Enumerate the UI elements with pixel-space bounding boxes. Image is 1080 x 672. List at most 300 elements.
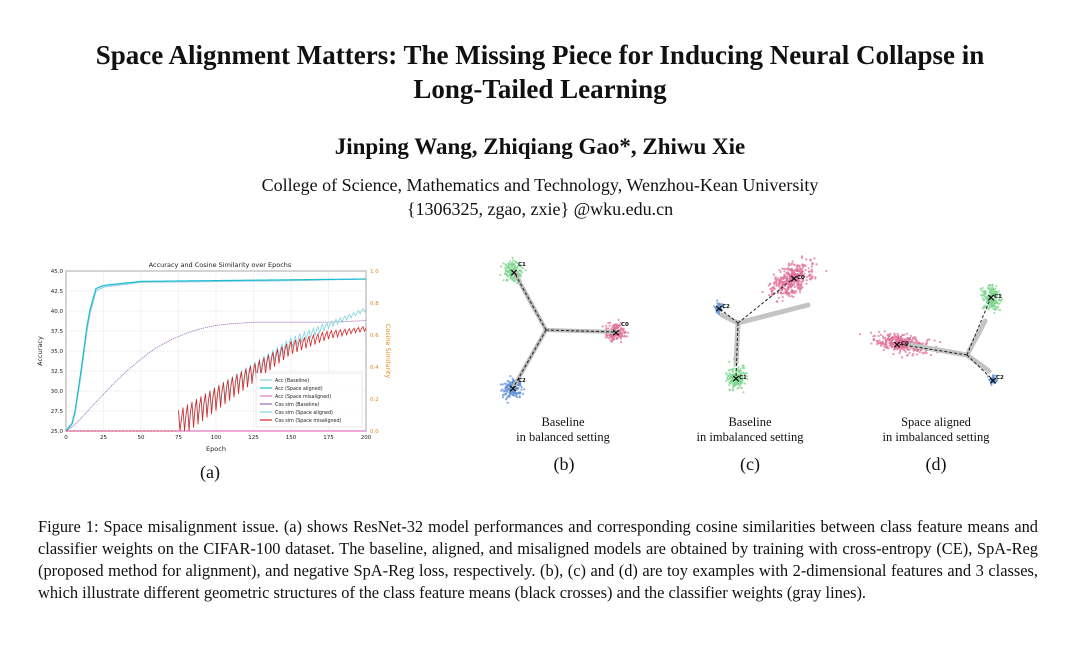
feature-point [995, 285, 997, 287]
feature-point [792, 260, 794, 262]
feature-point [791, 285, 793, 287]
cross-c1: × [986, 291, 996, 304]
feature-point [784, 281, 786, 283]
panel-c-caption-line-1: Baseline [728, 415, 772, 429]
y-tick-label: 25.0 [50, 429, 63, 435]
feature-point [825, 270, 827, 272]
y-tick-label: 37.5 [50, 329, 63, 335]
x-tick-label: 200 [360, 435, 372, 441]
feature-point [505, 268, 507, 270]
panel-c-caption-line-2: in imbalanced setting [696, 430, 804, 444]
feature-point [512, 257, 514, 259]
feature-point [987, 287, 989, 289]
feature-point [999, 309, 1001, 311]
feature-point [785, 272, 787, 274]
feature-point [811, 266, 813, 268]
feature-point [626, 335, 628, 337]
paper-title [0, 38, 1080, 106]
cross-c2: × [508, 382, 518, 395]
feature-point [877, 335, 879, 337]
label-c0: C0 [621, 322, 629, 328]
feature-point [874, 335, 876, 337]
feature-point [502, 396, 504, 398]
y2-tick-label: 0.8 [370, 301, 379, 307]
feature-point [994, 288, 996, 290]
feature-point [882, 341, 884, 343]
cross-c0: × [892, 338, 902, 351]
feature-point [998, 290, 1000, 292]
feature-point [790, 291, 792, 293]
label-c1: C1 [994, 294, 1002, 300]
panel-d-label: (d) [925, 454, 947, 474]
label-c0: C0 [901, 341, 909, 347]
feature-point [995, 307, 997, 309]
feature-point [779, 271, 781, 273]
feature-point [808, 271, 810, 273]
feature-point [504, 393, 506, 395]
feature-point [810, 260, 812, 262]
feature-point [504, 272, 506, 274]
feature-point [780, 276, 782, 278]
feature-point [499, 274, 501, 276]
cross-c0: × [611, 326, 621, 339]
classifier-weights [910, 321, 989, 371]
feature-point [769, 288, 771, 290]
feature-point [893, 333, 895, 335]
feature-point [512, 377, 514, 379]
feature-point [810, 278, 812, 280]
feature-point [814, 277, 816, 279]
feature-point [982, 307, 984, 309]
panel-b-caption [473, 415, 653, 445]
feature-point [738, 366, 740, 368]
feature-point [742, 391, 744, 393]
feature-point [607, 322, 609, 324]
scatter-panel-d [855, 265, 1030, 405]
feature-point [519, 395, 521, 397]
feature-point [726, 377, 728, 379]
feature-point [885, 341, 887, 343]
panel-b-caption-line-1: Baseline [541, 415, 585, 429]
feature-point [793, 290, 795, 292]
feature-point [983, 298, 985, 300]
feature-point [901, 356, 903, 358]
legend-entry: Cos sim (Baseline) [275, 403, 320, 408]
feature-point [509, 260, 511, 262]
panel-d-caption-line-1: Space aligned [901, 415, 971, 429]
x-tick-label: 175 [323, 435, 334, 441]
y-tick-label: 42.5 [50, 289, 63, 295]
label-c2: C2 [518, 378, 526, 384]
feature-point [739, 368, 741, 370]
y2-tick-label: 0.2 [370, 397, 379, 403]
feature-point [783, 268, 785, 270]
legend-entry: Acc (Space aligned) [275, 387, 323, 392]
feature-point [906, 333, 908, 335]
feature-point [983, 293, 985, 295]
feature-point [742, 372, 744, 374]
legend [256, 373, 362, 427]
feature-point [926, 342, 928, 344]
feature-point [903, 334, 905, 336]
feature-point [906, 354, 908, 356]
feature-point [609, 322, 611, 324]
feature-clouds [713, 255, 827, 393]
y2-tick-label: 0.0 [370, 429, 379, 435]
feature-point [780, 292, 782, 294]
author-list [0, 134, 1080, 160]
x-tick-label: 125 [248, 435, 259, 441]
feature-point [912, 353, 914, 355]
feature-point [512, 259, 514, 261]
label-c1: C1 [739, 375, 747, 381]
feature-point [622, 335, 624, 337]
title-line-2: Long-Tailed Learning [413, 74, 667, 104]
affiliation: College of Science, Mathematics and Technology, Wenzhou-Kean University [261, 175, 819, 195]
feature-point [608, 337, 610, 339]
title-line-1: Space Alignment Matters: The Missing Piece for Inducing Neural Collapse in [95, 40, 985, 70]
feature-point [992, 306, 994, 308]
feature-point [523, 388, 525, 390]
label-c0: C0 [797, 275, 805, 281]
feature-point [795, 290, 797, 292]
feature-point [811, 269, 813, 271]
feature-point [801, 257, 803, 259]
feature-point [518, 392, 520, 394]
cross-c0: × [789, 272, 799, 285]
feature-point [502, 262, 504, 264]
feature-point [808, 267, 810, 269]
feature-point [903, 348, 905, 350]
feature-point [808, 275, 810, 277]
feature-point [731, 368, 733, 370]
feature-point [768, 294, 770, 296]
feature-point [907, 338, 909, 340]
cross-c2: × [988, 374, 998, 387]
feature-point [796, 268, 798, 270]
feature-point [504, 383, 506, 385]
feature-point [786, 275, 788, 277]
feature-point [993, 312, 995, 314]
feature-point [799, 291, 801, 293]
feature-point [811, 275, 813, 277]
cross-c2: × [714, 302, 724, 315]
feature-point [787, 268, 789, 270]
feature-point [806, 276, 808, 278]
feature-point [788, 264, 790, 266]
y2-tick-label: 0.4 [370, 365, 379, 371]
feature-point [782, 296, 784, 298]
feature-point [878, 331, 880, 333]
feature-point [912, 338, 914, 340]
feature-point [883, 349, 885, 351]
feature-point [921, 352, 923, 354]
feature-point [519, 384, 521, 386]
feature-point [798, 265, 800, 267]
feature-point [980, 289, 982, 291]
feature-point [905, 351, 907, 353]
feature-point [515, 261, 517, 263]
feature-point [794, 286, 796, 288]
chart-title: Accuracy and Cosine Similarity over Epochs [148, 261, 292, 269]
feature-point [882, 337, 884, 339]
feature-point [521, 386, 523, 388]
feature-point [778, 285, 780, 287]
feature-point [728, 384, 730, 386]
panel-d-caption [846, 415, 1026, 445]
feature-point [776, 301, 778, 303]
feature-point [744, 382, 746, 384]
feature-point [500, 383, 502, 385]
feature-point [786, 278, 788, 280]
feature-point [908, 349, 910, 351]
feature-means-lines [897, 297, 993, 380]
feature-point [790, 263, 792, 265]
feature-point [741, 365, 743, 367]
feature-point [780, 280, 782, 282]
feature-point [805, 265, 807, 267]
feature-point [805, 258, 807, 260]
feature-point [732, 388, 734, 390]
feature-point [882, 335, 884, 337]
feature-point [506, 270, 508, 272]
x-tick-label: 75 [175, 435, 182, 441]
feature-point [870, 342, 872, 344]
legend-entry: Acc (Baseline) [275, 379, 310, 384]
feature-point [926, 340, 928, 342]
feature-point [621, 333, 623, 335]
feature-point [997, 308, 999, 310]
feature-point [916, 353, 918, 355]
feature-point [770, 290, 772, 292]
feature-point [884, 339, 886, 341]
feature-point [769, 283, 771, 285]
feature-point [520, 389, 522, 391]
feature-point [811, 263, 813, 265]
feature-point [778, 297, 780, 299]
feature-point [889, 345, 891, 347]
feature-point [506, 275, 508, 277]
classifier-weights [722, 305, 808, 363]
chart-panel-a [30, 255, 390, 465]
feature-point [796, 265, 798, 267]
feature-point [810, 273, 812, 275]
feature-point [783, 270, 785, 272]
feature-point [624, 335, 626, 337]
feature-point [624, 330, 626, 332]
feature-point [781, 300, 783, 302]
feature-point [504, 263, 506, 265]
feature-point [508, 396, 510, 398]
y-tick-label: 30.0 [50, 389, 63, 395]
feature-point [774, 281, 776, 283]
feature-point [725, 380, 727, 382]
y2-axis-label: Cosine Similarity [384, 323, 392, 379]
feature-point [794, 269, 796, 271]
affiliation-block [0, 173, 1080, 221]
x-tick-label: 50 [137, 435, 145, 441]
feature-point [792, 296, 794, 298]
feature-point [505, 389, 507, 391]
feature-point [996, 302, 998, 304]
feature-point [930, 354, 932, 356]
feature-point [502, 383, 504, 385]
feature-point [609, 340, 611, 342]
feature-point [728, 361, 730, 363]
feature-point [785, 268, 787, 270]
label-c1: C1 [518, 262, 526, 268]
feature-point [728, 389, 730, 391]
feature-point [781, 268, 783, 270]
feature-point [802, 266, 804, 268]
x-tick-label: 150 [285, 435, 297, 441]
feature-point [607, 327, 609, 329]
feature-point [873, 338, 875, 340]
feature-point [887, 339, 889, 341]
feature-point [926, 352, 928, 354]
feature-point [801, 264, 803, 266]
feature-point [885, 344, 887, 346]
panel-c-caption [660, 415, 840, 445]
feature-point [883, 345, 885, 347]
feature-point [989, 306, 991, 308]
feature-point [782, 278, 784, 280]
feature-point [980, 294, 982, 296]
x-tick-label: 100 [210, 435, 222, 441]
feature-point [627, 332, 629, 334]
classifier-weights [513, 272, 616, 388]
feature-point [806, 279, 808, 281]
feature-point [870, 332, 872, 334]
panel-a-label: (a) [200, 462, 220, 482]
x-axis-label: Epoch [206, 445, 226, 453]
feature-point [800, 283, 802, 285]
feature-point [982, 287, 984, 289]
legend-entry: Cos sim (Space aligned) [275, 411, 333, 416]
feature-point [778, 269, 780, 271]
feature-point [787, 286, 789, 288]
feature-point [606, 334, 608, 336]
feature-point [762, 291, 764, 293]
feature-point [887, 334, 889, 336]
scatter-panel-c [700, 245, 850, 420]
feature-point [725, 373, 727, 375]
feature-point [502, 279, 504, 281]
feature-point [880, 334, 882, 336]
feature-point [605, 325, 607, 327]
feature-point [500, 390, 502, 392]
cross-c1: × [731, 372, 741, 385]
feature-clouds [859, 284, 1003, 386]
feature-point [507, 402, 509, 404]
feature-point [892, 353, 894, 355]
feature-point [798, 286, 800, 288]
cross-c1: × [509, 266, 519, 279]
feature-point [525, 269, 527, 271]
feature-point [783, 274, 785, 276]
panel-c-label: (c) [740, 454, 760, 474]
feature-point [779, 289, 781, 291]
feature-point [922, 342, 924, 344]
feature-point [998, 303, 1000, 305]
feature-point [776, 280, 778, 282]
feature-point [805, 269, 807, 271]
feature-point [939, 341, 941, 343]
feature-point [805, 283, 807, 285]
feature-point [802, 270, 804, 272]
feature-point [743, 367, 745, 369]
feature-point [913, 336, 915, 338]
feature-point [728, 372, 730, 374]
feature-point [739, 387, 741, 389]
feature-point [908, 352, 910, 354]
y-tick-label: 27.5 [50, 409, 63, 415]
feature-point [776, 285, 778, 287]
y2-tick-label: 0.6 [370, 333, 379, 339]
emails: {1306325, zgao, zxie} @wku.edu.cn [406, 199, 674, 219]
feature-point [503, 390, 505, 392]
figure-caption: Figure 1: Space misalignment issue. (a) shows ResNet-32 model performances and corresponding cosine similarities between class feature means and classifier weights on the CIFAR-100 dataset. The baseline, aligned, and misaligned models are obtained by training with cross-entropy (CE), SpA-Reg (proposed method for alignment), and negative SpA-Reg loss, respectively. (b), (c) and (d) are toy examples with 2-dimensional features and 3 classes, which illustrate different geometric structures of the class feature means (black crosses) and the classifier weights (gray lines). [38, 517, 1038, 602]
feature-point [617, 319, 619, 321]
feature-point [783, 292, 785, 294]
feature-point [522, 393, 524, 395]
panel-b-label: (b) [553, 454, 575, 474]
y-tick-label: 32.5 [50, 369, 63, 375]
feature-point [772, 287, 774, 289]
feature-point [500, 265, 502, 267]
feature-point [775, 276, 777, 278]
feature-point [917, 341, 919, 343]
y-axis-label: Accuracy [36, 336, 44, 366]
feature-point [516, 396, 518, 398]
label-c2: C2 [996, 375, 1004, 381]
feature-point [519, 270, 521, 272]
class-labels [518, 262, 629, 384]
feature-point [791, 269, 793, 271]
y-tick-label: 45.0 [50, 269, 63, 275]
feature-point [509, 375, 511, 377]
panel-b-caption-line-2: in balanced setting [516, 430, 610, 444]
feature-point [801, 286, 803, 288]
feature-point [992, 286, 994, 288]
feature-point [815, 263, 817, 265]
x-tick-label: 25 [100, 435, 107, 441]
feature-point [788, 295, 790, 297]
feature-point [1000, 300, 1002, 302]
feature-point [505, 386, 507, 388]
feature-point [605, 336, 607, 338]
feature-point [876, 340, 878, 342]
feature-point [793, 263, 795, 265]
feature-point [910, 335, 912, 337]
feature-point [737, 387, 739, 389]
scatter-panel-b [478, 248, 648, 418]
feature-point [776, 278, 778, 280]
x-tick-label: 0 [64, 435, 68, 441]
feature-point [773, 274, 775, 276]
label-c2: C2 [722, 304, 730, 310]
feature-point [609, 325, 611, 327]
feature-point [880, 345, 882, 347]
authors-text: Jinping Wang, Zhiqiang Gao*, Zhiwu Xie [334, 134, 746, 159]
feature-point [914, 338, 916, 340]
y-tick-label: 35.0 [50, 349, 63, 355]
feature-point [884, 330, 886, 332]
feature-point [913, 348, 915, 350]
feature-point [506, 279, 508, 281]
feature-point [913, 341, 915, 343]
feature-point [859, 333, 861, 335]
